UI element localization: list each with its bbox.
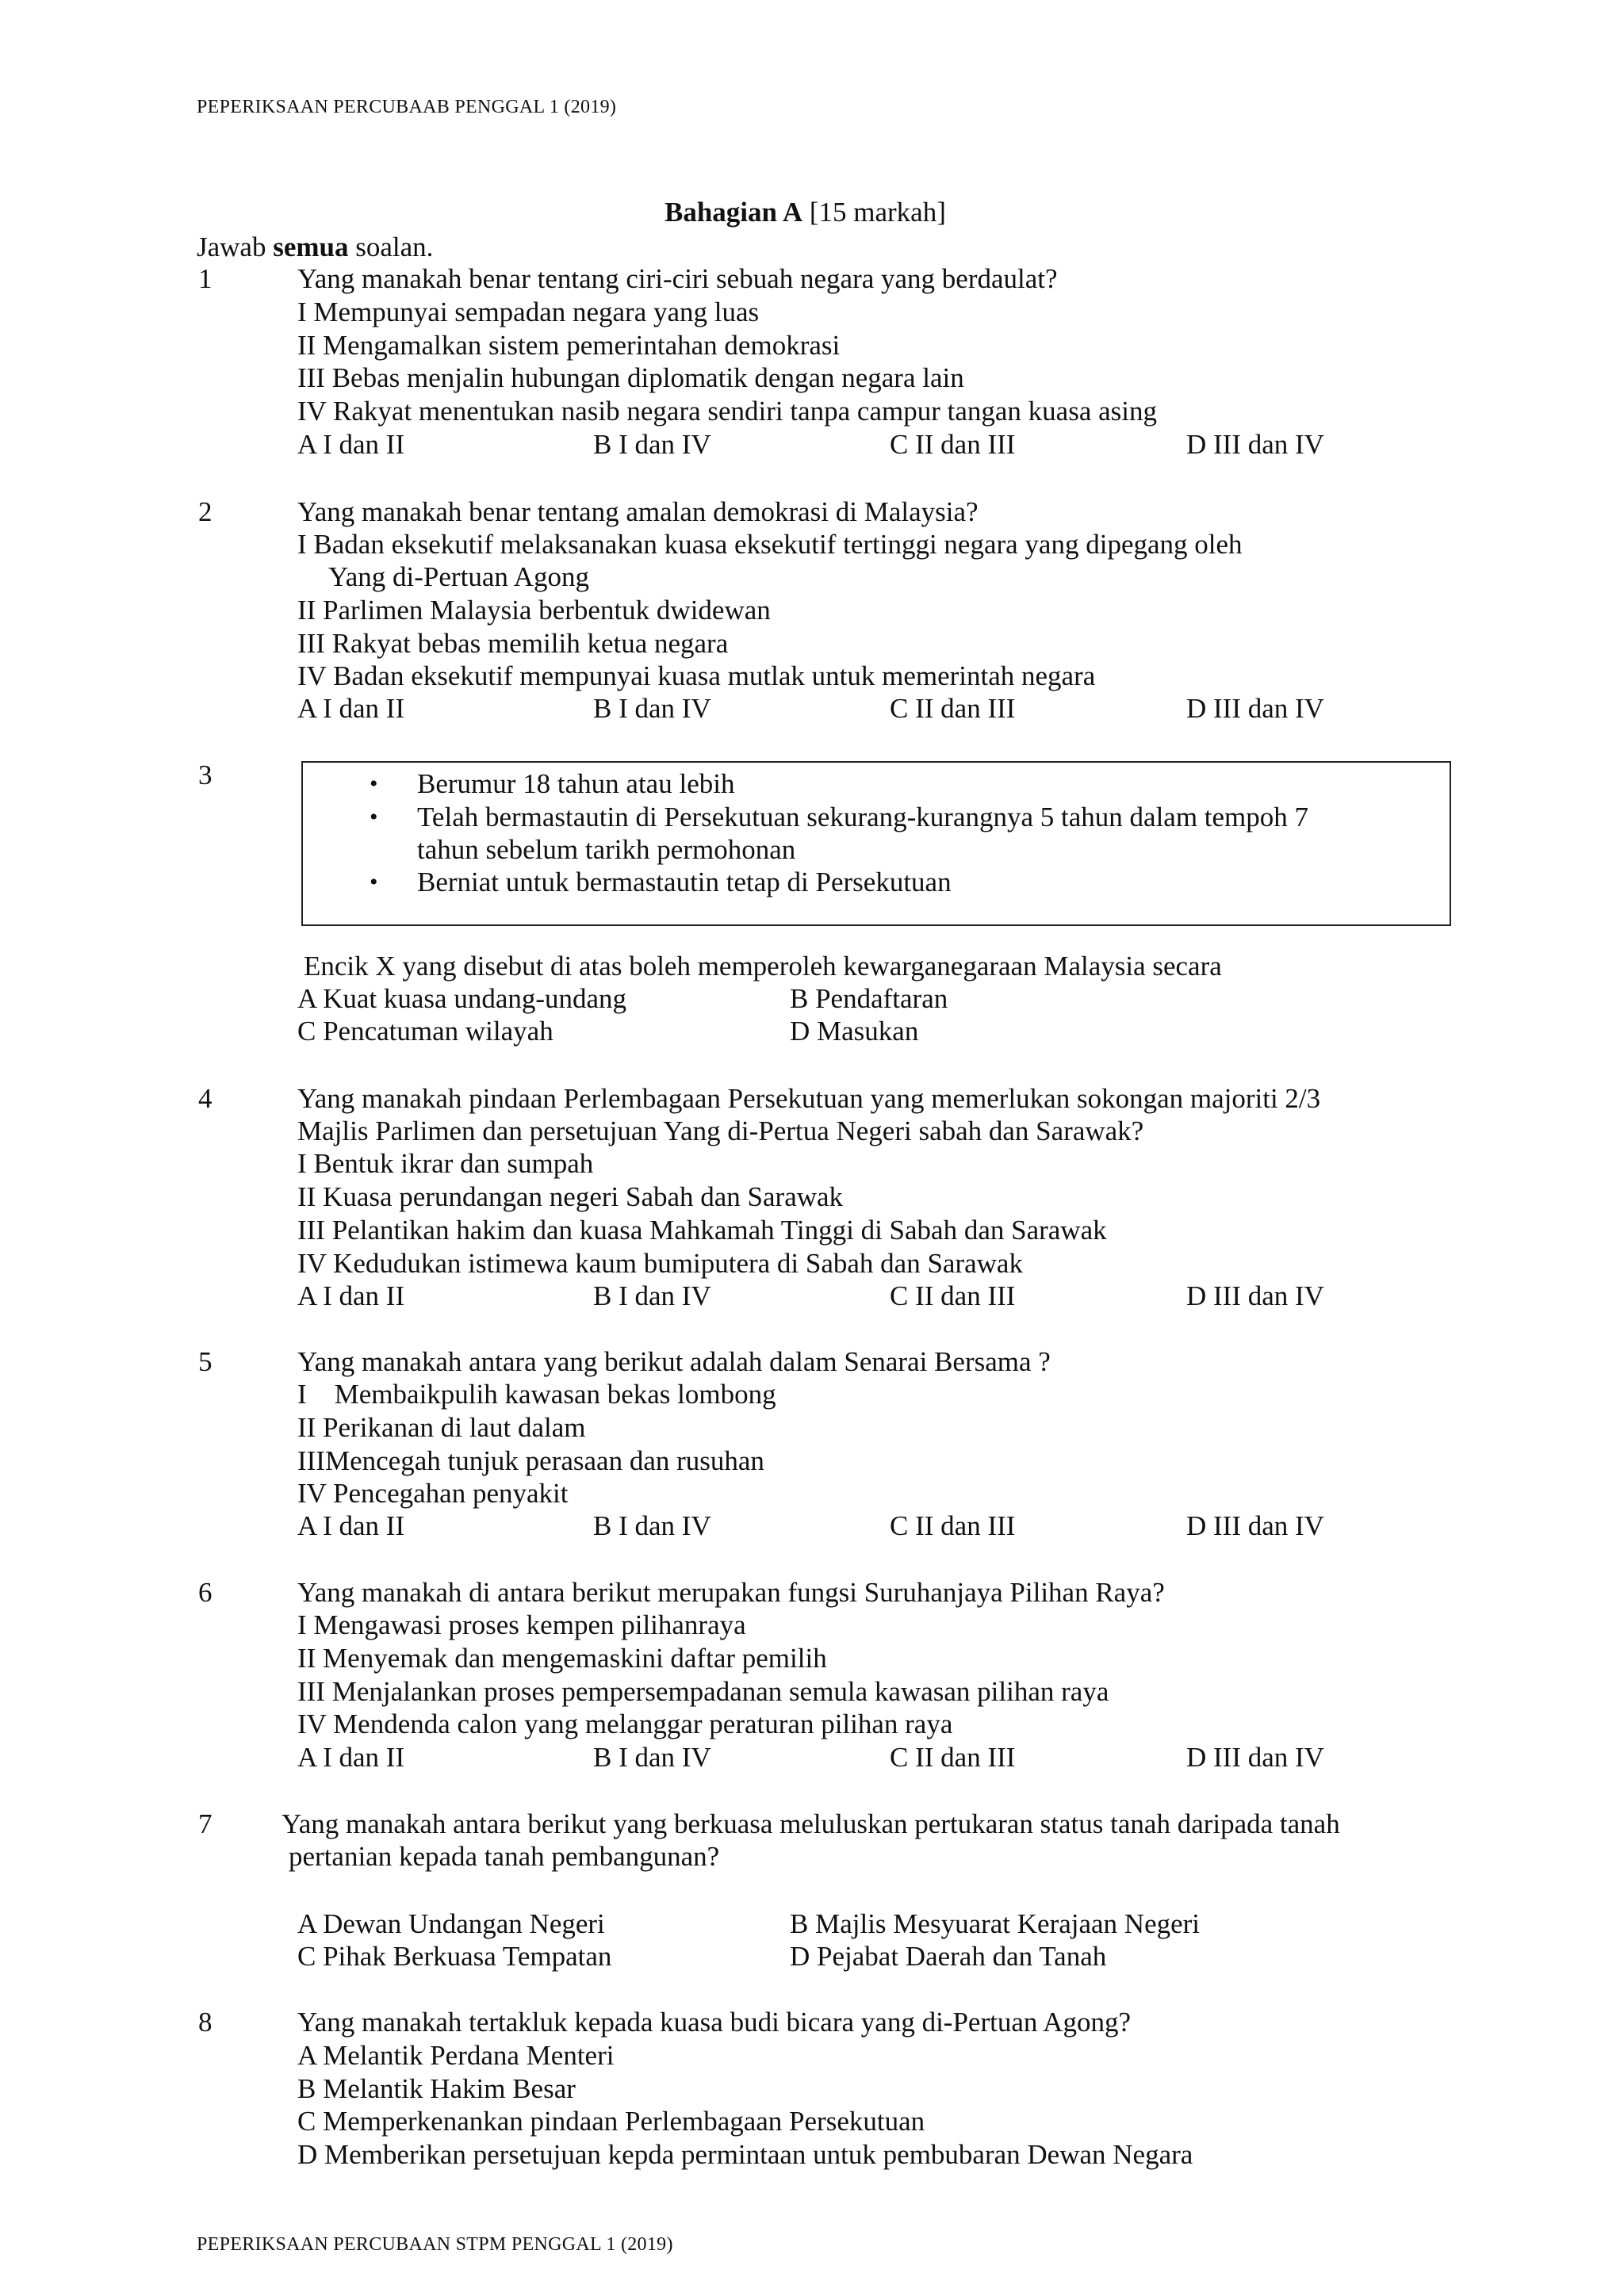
question-2-number: 2 [198, 496, 213, 527]
question-1-option-b: B I dan IV [593, 429, 711, 460]
question-2-item: Yang di-Pertuan Agong [328, 561, 589, 592]
question-5-option-c: C II dan III [890, 1510, 1016, 1541]
question-2-item: III Rakyat bebas memilih ketua negara [297, 628, 729, 659]
question-8-text: Yang manakah tertakluk kepada kuasa budi bicara yang di-Pertuan Agong? [297, 2007, 1131, 2038]
question-4-option-b: B I dan IV [593, 1280, 711, 1311]
question-4-text: Majlis Parlimen dan persetujuan Yang di-Pertua Negeri sabah dan Sarawak? [297, 1115, 1144, 1146]
question-8-number: 8 [198, 2007, 213, 2038]
question-1-item: IV Rakyat menentukan nasib negara sendiri tanpa campur tangan kuasa asing [297, 396, 1157, 427]
question-5-item: I Membaikpulih kawasan bekas lombong [297, 1379, 776, 1410]
question-3-option-b: B Pendaftaran [790, 983, 948, 1014]
question-7-option-b: B Majlis Mesyuarat Kerajaan Negeri [790, 1908, 1201, 1939]
question-7-text: pertanian kepada tanah pembangunan? [289, 1841, 720, 1872]
question-4-option-a: A I dan II [297, 1280, 405, 1311]
question-1-option-c: C II dan III [890, 429, 1016, 460]
question-4-item: IV Kedudukan istimewa kaum bumiputera di Sabah dan Sarawak [297, 1248, 1023, 1279]
question-4-text: Yang manakah pindaan Perlembagaan Persekutuan yang memerlukan sokongan majoriti 2/3 [297, 1083, 1321, 1114]
question-3-text: Encik X yang disebut di atas boleh memperoleh kewarganegaraan Malaysia secara [304, 951, 1222, 982]
question-5-item: II Perikanan di laut dalam [297, 1412, 586, 1443]
instruction-post: soalan. [348, 232, 434, 262]
question-7-option-a: A Dewan Undangan Negeri [297, 1908, 605, 1939]
question-6-option-b: B I dan IV [593, 1742, 711, 1773]
page-header: PEPERIKSAAN PERCUBAAB PENGGAL 1 (2019) [197, 97, 617, 117]
section-title [665, 198, 946, 226]
instruction-bold: semua [273, 232, 349, 262]
question-8-option-b: B Melantik Hakim Besar [297, 2073, 576, 2104]
question-5-option-a: A I dan II [297, 1510, 405, 1541]
section-title-bold: Bahagian A [665, 197, 803, 228]
instruction [197, 233, 433, 261]
question-8-option-c: C Memperkenankan pindaan Perlembagaan Persekutuan [297, 2106, 925, 2137]
question-1-option-a: A I dan II [297, 429, 405, 460]
question-5-text: Yang manakah antara yang berikut adalah dalam Senarai Bersama ? [297, 1346, 1051, 1377]
question-1-text: Yang manakah benar tentang ciri-ciri sebuah negara yang berdaulat? [297, 263, 1058, 294]
question-6-item: IV Mendenda calon yang melanggar peraturan pilihan raya [297, 1709, 953, 1739]
page-footer: PEPERIKSAAN PERCUBAAN STPM PENGGAL 1 (2019) [197, 2234, 673, 2255]
question-3-option-a: A Kuat kuasa undang-undang [297, 983, 627, 1014]
question-4-option-d: D III dan IV [1186, 1280, 1324, 1311]
question-4-item: II Kuasa perundangan negeri Sabah dan Sarawak [297, 1181, 844, 1212]
question-3-option-c: C Pencatuman wilayah [297, 1016, 553, 1047]
question-4-number: 4 [198, 1083, 213, 1114]
question-2-option-c: C II dan III [890, 693, 1016, 724]
question-3-option-d: D Masukan [790, 1016, 919, 1047]
question-1-option-d: D III dan IV [1186, 429, 1324, 460]
question-2-item: IV Badan eksekutif mempunyai kuasa mutlak untuk memerintah negara [297, 660, 1096, 691]
question-8-option-d: D Memberikan persetujuan kepda permintaan untuk pembubaran Dewan Negara [297, 2139, 1193, 2170]
question-6-number: 6 [198, 1577, 213, 1608]
question-3-bullet: Berniat untuk bermastautin tetap di Persekutuan [417, 867, 952, 897]
bullet-icon: • [370, 804, 378, 830]
question-4-item: I Bentuk ikrar dan sumpah [297, 1148, 594, 1179]
question-2-item: II Parlimen Malaysia berbentuk dwidewan [297, 595, 771, 626]
question-4-item: III Pelantikan hakim dan kuasa Mahkamah Tinggi di Sabah dan Sarawak [297, 1215, 1107, 1246]
question-1-item: III Bebas menjalin hubungan diplomatik dengan negara lain [297, 362, 964, 393]
question-3-bullet-continuation: tahun sebelum tarikh permohonan [417, 834, 796, 865]
question-3-number: 3 [198, 760, 213, 790]
question-2-option-b: B I dan IV [593, 693, 711, 724]
instruction-pre: Jawab [197, 232, 274, 262]
question-6-text: Yang manakah di antara berikut merupakan fungsi Suruhanjaya Pilihan Raya? [297, 1577, 1165, 1608]
question-2-item: I Badan eksekutif melaksanakan kuasa eksekutif tertinggi negara yang dipegang oleh [297, 529, 1243, 560]
question-7-option-d: D Pejabat Daerah dan Tanah [790, 1941, 1107, 1972]
question-7-number: 7 [198, 1808, 213, 1839]
question-8-option-a: A Melantik Perdana Menteri [297, 2040, 615, 2071]
question-5-option-d: D III dan IV [1186, 1510, 1324, 1541]
section-title-marks: [15 markah] [809, 197, 946, 228]
question-1-item: I Mempunyai sempadan negara yang luas [297, 297, 760, 327]
question-5-option-b: B I dan IV [593, 1510, 711, 1541]
question-4-option-c: C II dan III [890, 1280, 1016, 1311]
question-5-item: IIIMencegah tunjuk perasaan dan rusuhan [297, 1445, 764, 1476]
bullet-icon: • [370, 771, 378, 797]
question-3-bullet: Berumur 18 tahun atau lebih [417, 768, 735, 799]
question-7-option-c: C Pihak Berkuasa Tempatan [297, 1941, 612, 1972]
question-3-bullet: Telah bermastautin di Persekutuan sekurang-kurangnya 5 tahun dalam tempoh 7 [417, 802, 1309, 832]
question-6-item: III Menjalankan proses pempersempadanan semula kawasan pilihan raya [297, 1676, 1109, 1707]
question-2-option-d: D III dan IV [1186, 693, 1324, 724]
question-1-number: 1 [198, 263, 213, 294]
question-6-option-a: A I dan II [297, 1742, 405, 1773]
question-5-number: 5 [198, 1346, 213, 1377]
bullet-icon: • [370, 869, 378, 895]
question-1-item: II Mengamalkan sistem pemerintahan demokrasi [297, 330, 841, 361]
question-6-option-d: D III dan IV [1186, 1742, 1324, 1773]
question-7-text: Yang manakah antara berikut yang berkuasa meluluskan pertukaran status tanah daripada tanah [282, 1808, 1340, 1839]
question-6-item: II Menyemak dan mengemaskini daftar pemilih [297, 1643, 827, 1674]
question-2-text: Yang manakah benar tentang amalan demokrasi di Malaysia? [297, 496, 979, 527]
question-5-item: IV Pencegahan penyakit [297, 1478, 569, 1509]
question-2-option-a: A I dan II [297, 693, 405, 724]
question-6-option-c: C II dan III [890, 1742, 1016, 1773]
question-6-item: I Mengawasi proses kempen pilihanraya [297, 1609, 746, 1640]
